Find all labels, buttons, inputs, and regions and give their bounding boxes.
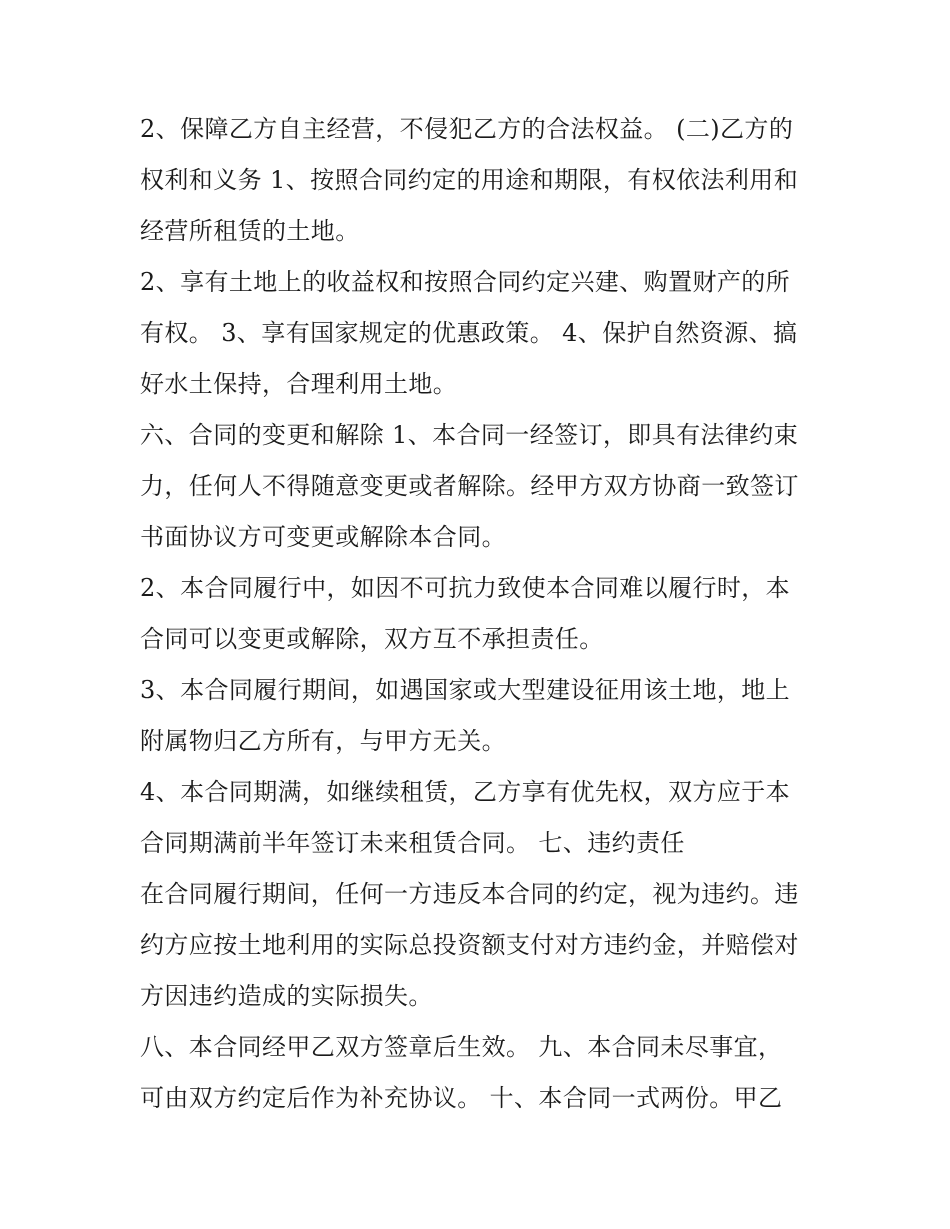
text-line: 2、保障乙方自主经营，不侵犯乙方的合法权益。 (二)乙方的 [140,115,794,143]
text-line: 书面协议方可变更或解除本合同。 [140,523,506,551]
text-line: 八、本合同经甲乙双方签章后生效。 九、本合同未尽事宜， [140,1033,783,1061]
text-line: 好水土保持，合理利用土地。 [140,370,458,398]
text-line: 4、本合同期满，如继续租赁，乙方享有优先权，双方应于本 [140,778,791,806]
text-line: 六、合同的变更和解除 1、本合同一经签订，即具有法律约束 [140,421,799,449]
text-line: 2、享有土地上的收益权和按照合同约定兴建、购置财产的所 [140,268,791,296]
text-line: 3、本合同履行期间，如遇国家或大型建设征用该土地，地上 [140,676,791,704]
text-line: 经营所租赁的土地。 [140,217,360,245]
text-line: 在合同履行期间，任何一方违反本合同的约定，视为违约。违 [140,880,799,908]
text-line: 权利和义务 1、按照合同约定的用途和期限，有权依法利用和 [140,166,799,194]
text-line: 方因违约造成的实际损失。 [140,982,433,1010]
text-line: 力，任何人不得随意变更或者解除。经甲方双方协商一致签订 [140,472,799,500]
text-line: 合同期满前半年签订未来租赁合同。 七、违约责任 [140,829,685,857]
text-line: 合同可以变更或解除，双方互不承担责任。 [140,625,604,653]
text-line: 附属物归乙方所有，与甲方无关。 [140,727,506,755]
text-line: 有权。 3、享有国家规定的优惠政策。 4、保护自然资源、搞 [140,319,798,347]
text-line: 可由双方约定后作为补充协议。 十、本合同一式两份。甲乙 [140,1084,783,1112]
text-line: 约方应按土地利用的实际总投资额支付对方违约金，并赔偿对 [140,931,799,959]
document-body [140,104,820,1124]
text-line: 2、本合同履行中，如因不可抗力致使本合同难以履行时，本 [140,574,791,602]
